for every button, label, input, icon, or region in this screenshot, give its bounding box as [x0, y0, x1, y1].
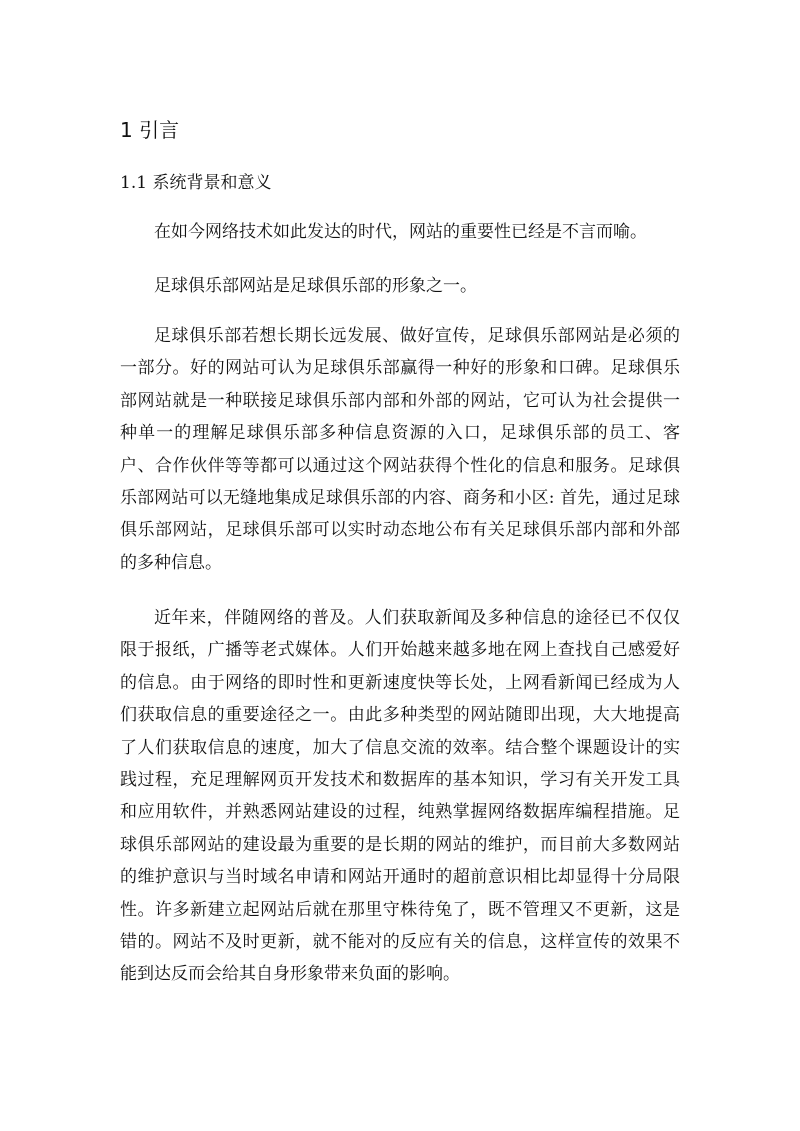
paragraph: 在如今网络技术如此发达的时代，网站的重要性已经是不言而喻。 — [154, 222, 647, 242]
paragraph: 近年来，伴随网络的普及。人们获取新闻及多种信息的途径已不仅仅限于报纸，广播等老式媒体。人们开始越来越多地在网上查找自己感爱好的信息。由于网络的即时性和更新速度快等长处，上网看新闻已经成为人们获取信息的重要途径之一。由此多种类型的网站随即出现，大大地提高了人们获取信息的速度，加大了信息交流的效率。结合整个课题设计的实践过程，充足理解网页开发技术和数据库的基本知识，学习有关开发工具和应用软件，并熟悉网站建设的过程，纯熟掌握网络数据库编程措施。足球俱乐部网站的建设最为重要的是长期的网站的维护，而目前大多数网站的维护意识与当时域名申请和网站开通时的超前意识相比却显得十分局限性。许多新建立起网站后就在那里守株待兔了，既不管理又不更新，这是错的。网站不及时更新，就不能对的反应有关的信息，这样宣传的效果不能到达反而会给其自身形象带来负面的影响。 — [120, 608, 680, 985]
section-heading: 1 引言 — [120, 118, 180, 142]
paragraph: 足球俱乐部网站是足球俱乐部的形象之一。 — [154, 276, 477, 296]
subsection-heading: 1.1 系统背景和意义 — [120, 173, 272, 193]
paragraph: 足球俱乐部若想长期长远发展、做好宣传，足球俱乐部网站是必须的一部分。好的网站可认为足球俱乐部赢得一种好的形象和口碑。足球俱乐部网站就是一种联接足球俱乐部内部和外部的网站，它可认为社会提供一种单一的理解足球俱乐部多种信息资源的入口，足球俱乐部的员工、客户、合作伙伴等等都可以通过这个网站获得个性化的信息和服务。足球俱乐部网站可以无缝地集成足球俱乐部的内容、商务和小区: 首先，通过足球俱乐部网站，足球俱乐部可以实时动态地公布有关足球俱乐部内部和外部的多种信息。 — [120, 326, 680, 573]
